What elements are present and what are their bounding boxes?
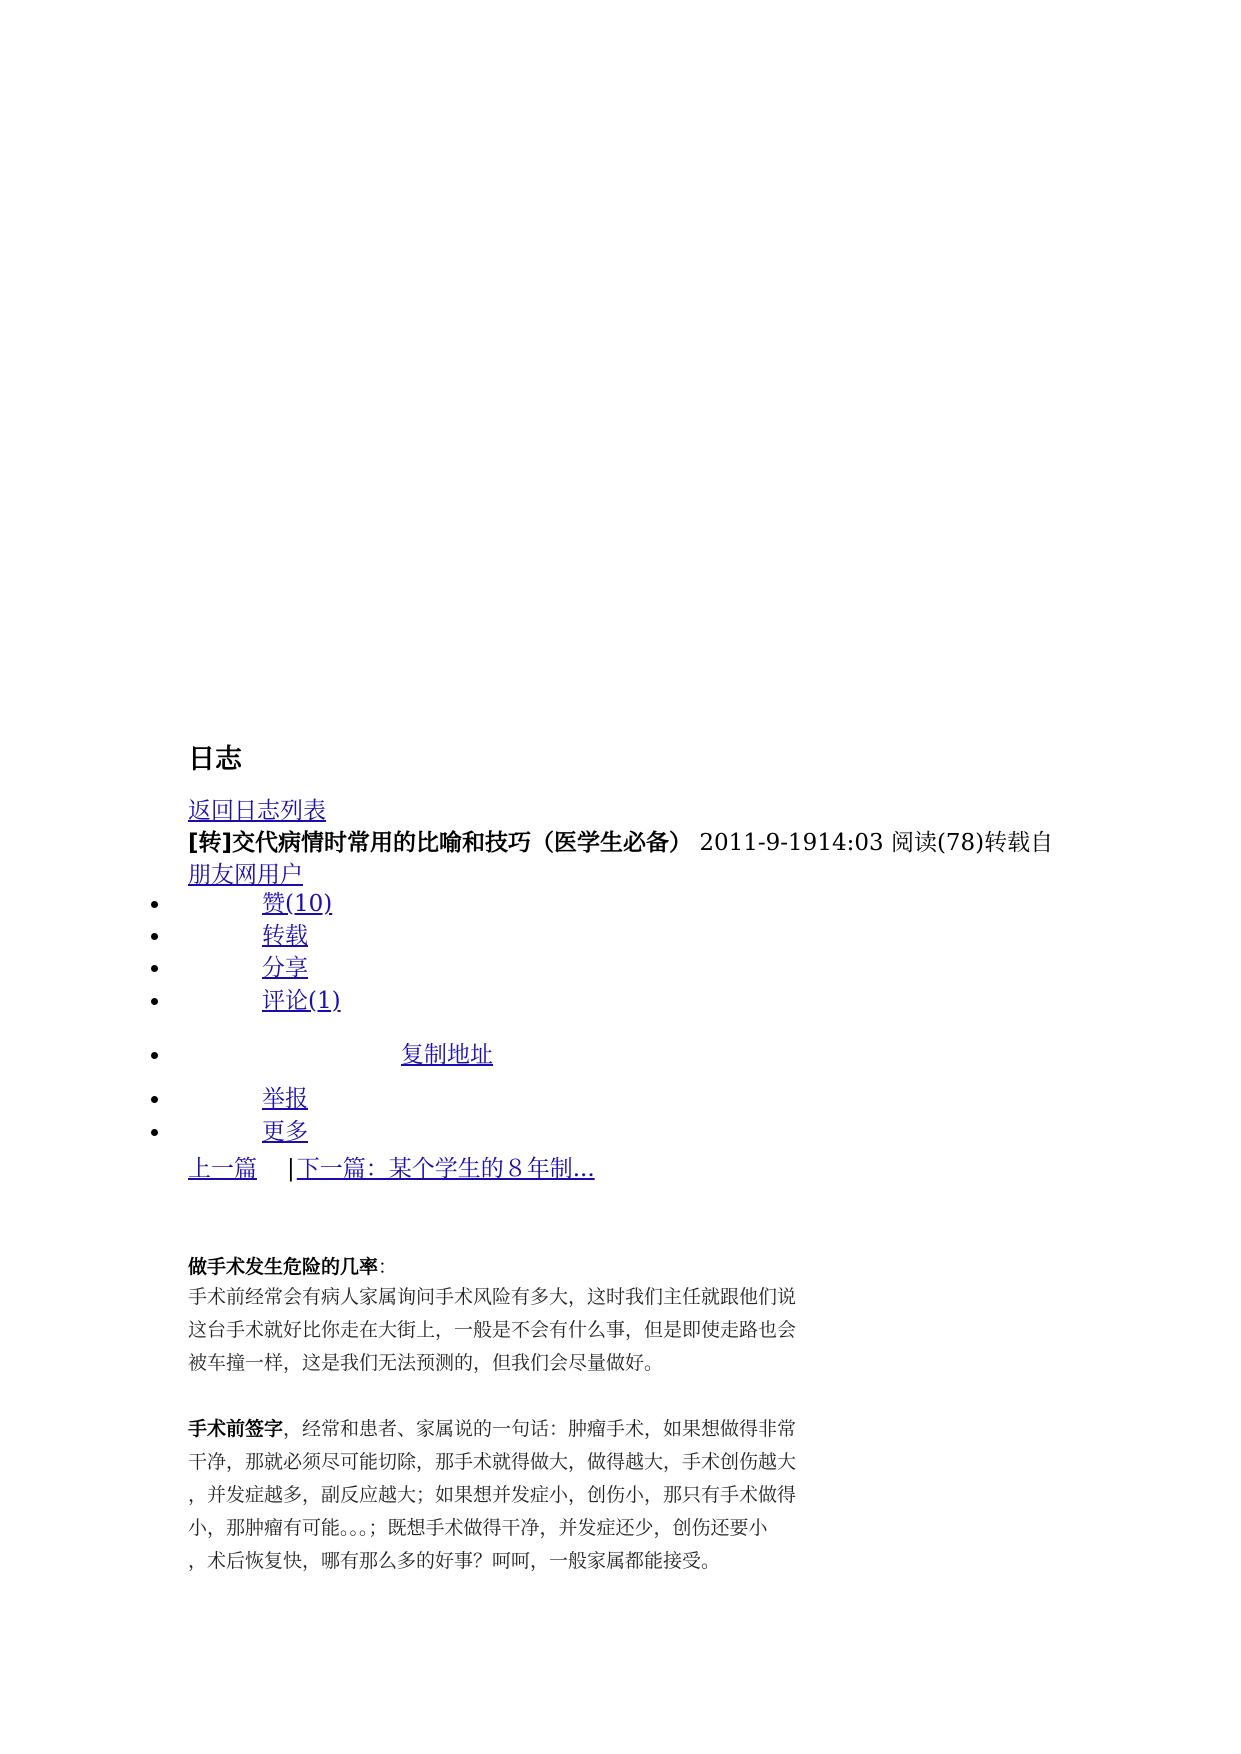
post-title: [转]交代病情时常用的比喻和技巧（医学生必备） xyxy=(188,830,693,856)
copy-address-action xyxy=(401,1039,493,1071)
copy-address-link[interactable]: 复制地址 xyxy=(401,1042,493,1068)
section-consent-heading: 手术前签字 xyxy=(188,1418,284,1440)
paragraph-line: 被车撞一样，这是我们无法预测的，但我们会尽量做好。 xyxy=(188,1352,664,1374)
list-bullet xyxy=(151,1083,163,1115)
prev-post-link[interactable]: 上一篇 xyxy=(188,1156,257,1182)
comment-action xyxy=(262,985,341,1017)
read-count: 阅读(78) xyxy=(890,830,985,856)
post-header xyxy=(188,827,1068,891)
like-link[interactable]: 赞(10) xyxy=(262,891,333,917)
pager-separator: | xyxy=(287,1156,295,1182)
like-action xyxy=(262,888,332,920)
section-consent-first-line: ，经常和患者、家属说的一句话：肿瘤手术，如果想做得非常 xyxy=(283,1418,797,1440)
repost-action xyxy=(262,920,308,952)
share-action xyxy=(262,952,308,984)
list-bullet xyxy=(151,952,163,984)
back-to-list-link[interactable]: 返回日志列表 xyxy=(188,798,326,824)
comment-link[interactable]: 评论(1) xyxy=(262,988,341,1014)
list-bullet xyxy=(151,1039,163,1071)
list-bullet xyxy=(151,1116,163,1148)
repost-link[interactable]: 转载 xyxy=(262,923,308,949)
section-risk-colon: ： xyxy=(378,1256,398,1278)
list-bullet xyxy=(151,888,163,920)
list-bullet xyxy=(151,985,163,1017)
report-action xyxy=(262,1083,308,1115)
paragraph-line: 小，那肿瘤有可能。。。；既想手术做得干净，并发症还少，创伤还要小 xyxy=(188,1517,768,1539)
next-post-link[interactable]: 下一篇：某个学生的８年制... xyxy=(296,1156,595,1182)
section-consent-paragraph xyxy=(188,1413,888,1578)
source-user-link[interactable]: 朋友网用户 xyxy=(188,862,303,888)
paragraph-line: ，术后恢复快，哪有那么多的好事？呵呵，一般家属都能接受。 xyxy=(188,1550,721,1572)
more-action xyxy=(262,1116,308,1148)
paragraph-line: 手术前经常会有病人家属询问手术风险有多大，这时我们主任就跟他们说 xyxy=(188,1286,797,1308)
post-date: 2011-9-19 xyxy=(699,830,818,856)
section-risk-paragraph xyxy=(188,1281,888,1380)
list-bullet xyxy=(151,920,163,952)
paragraph-line: 干净，那就必须尽可能切除，那手术就得做大，做得越大，手术创伤越大 xyxy=(188,1451,797,1473)
paragraph-line: ，并发症越多，副反应越大；如果想并发症小，创伤小，那只有手术做得 xyxy=(188,1484,797,1506)
section-risk-heading: 做手术发生危险的几率 xyxy=(188,1256,379,1278)
paragraph-line xyxy=(188,1413,888,1446)
more-link[interactable]: 更多 xyxy=(262,1119,308,1145)
repost-prefix: 转载自 xyxy=(984,830,1054,856)
paragraph-line: 这台手术就好比你走在大街上，一般是不会有什么事，但是即使走路也会 xyxy=(188,1319,797,1341)
back-to-list-row xyxy=(188,795,588,827)
section-risk-title xyxy=(188,1252,888,1282)
post-pager xyxy=(188,1153,888,1185)
post-time: 14:03 xyxy=(817,830,884,856)
report-link[interactable]: 举报 xyxy=(262,1086,308,1112)
share-link[interactable]: 分享 xyxy=(262,955,308,981)
page-heading: 日志 xyxy=(188,744,242,775)
